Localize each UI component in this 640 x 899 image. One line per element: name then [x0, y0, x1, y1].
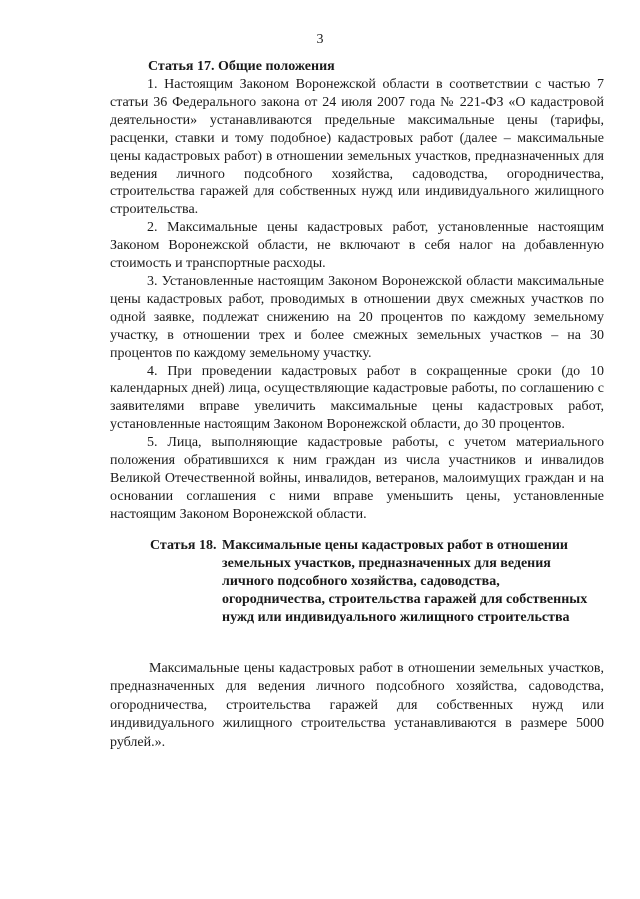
- article-17-paragraph-4: 4. При проведении кадастровых работ в сокращенные сроки (до 10 календарных дней) лица, осуществляющие кадастровые работы, по соглашению с заявителями вправе увеличить максимальные цены кадастровых работ, установленные настоящим Законом Воронежской области, до 30 процентов.: [110, 363, 604, 433]
- article-17-paragraph-5: 5. Лица, выполняющие кадастровые работы, с учетом материального положения обратившихся к ним граждан из числа участников и инвалидов Великой Отечественной войны, инвалидов, ветеранов, малоимущих граждан и на основании соглашения с ними вправе уменьшить цены, установленные настоящим Законом Воронежской области.: [110, 435, 604, 522]
- article-18-body: [110, 660, 604, 752]
- article-18-paragraph: Максимальные цены кадастровых работ в отношении земельных участков, предназначенных для ведения личного подсобного хозяйства, садоводства, огородничества, строительства гаражей для собственных нужд или индивидуального жилищного строительства устанавливаются в размере 5000 рублей.».: [110, 661, 604, 750]
- article-18-label: Статья 18.: [150, 538, 217, 553]
- article-17-paragraph-3: 3. Установленные настоящим Законом Воронежской области максимальные цены кадастровых работ, проводимых в отношении двух смежных участков по одной заявке, подлежат снижению на 20 процентов по каждому земельному участку, в отношении трех и более смежных земельных участков – на 30 процентов по каждому земельному участку.: [110, 273, 604, 361]
- article-17-body: [110, 76, 604, 524]
- article-17-heading: Статья 17. Общие положения: [148, 59, 335, 74]
- article-18-title: Максимальные цены кадастровых работ в отношении земельных участков, предназначенных для ведения личного подсобного хозяйства, садоводства, огородничества, строительства гаражей для собственных нужд или индивидуального жилищного строительства: [222, 538, 588, 625]
- article-17-paragraph-2: 2. Максимальные цены кадастровых работ, установленные настоящим Законом Воронежской области, не включают в себя налог на добавленную стоимость и транспортные расходы.: [110, 220, 604, 272]
- page-number: 3: [316, 32, 324, 47]
- article-17-paragraph-1: 1. Настоящим Законом Воронежской области в соответствии с частью 7 статьи 36 Федерального закона от 24 июля 2007 года № 221-ФЗ «О кадастровой деятельности» устанавливаются предельные максимальные цены (тарифы, расценки, ставки и тому подобное) кадастровых работ (далее – максимальные цены кадастровых работ) в отношении земельных участков, предназначенных для ведения личного подсобного хозяйства, садоводства, огородничества, строительства гаражей для собственных нужд или индивидуального жилищного строительства.: [110, 77, 604, 218]
- article-18-heading: [150, 537, 604, 627]
